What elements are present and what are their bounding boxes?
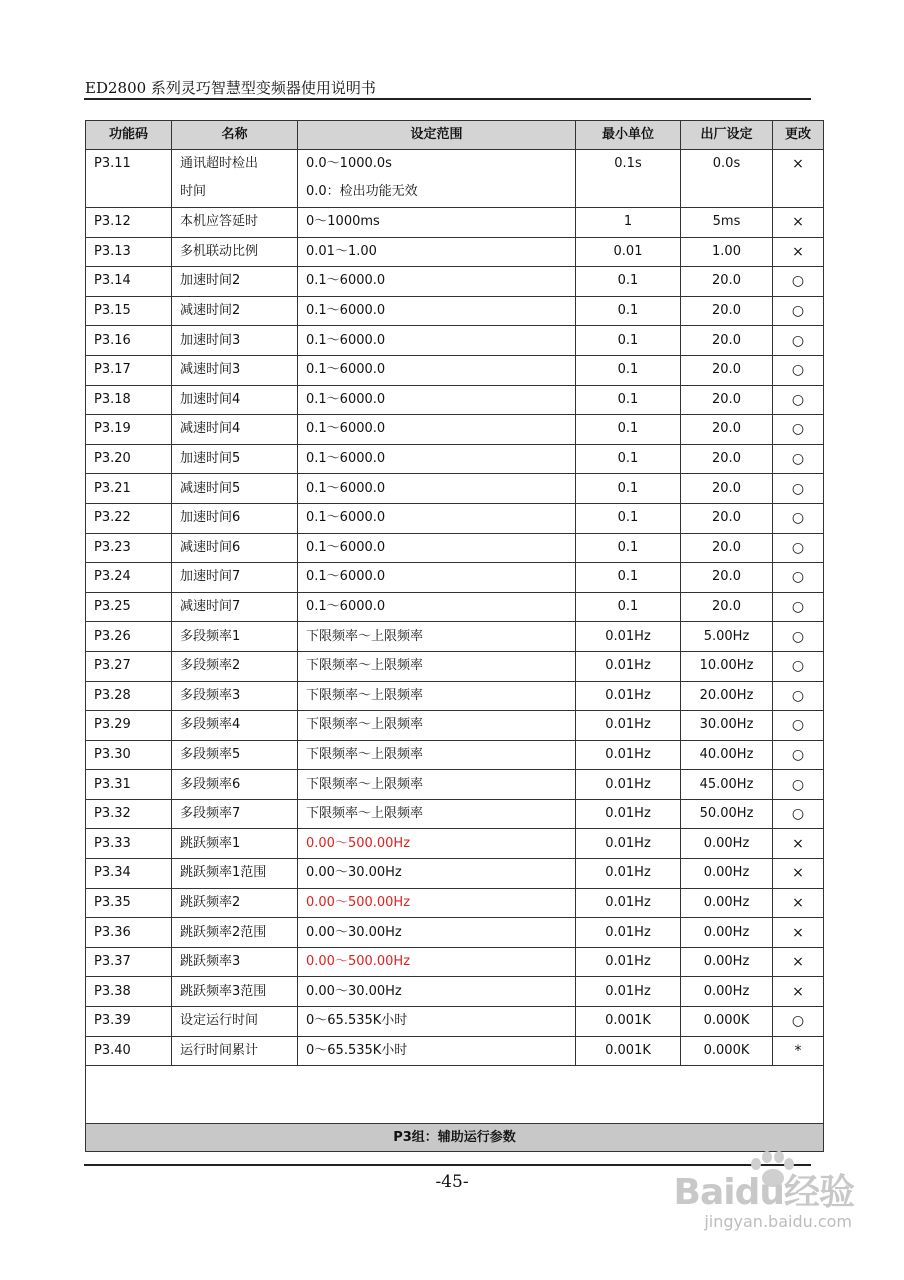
- param-min-unit: 0.01Hz: [576, 829, 681, 859]
- table-row: [86, 415, 824, 445]
- param-min-unit: 0.01Hz: [576, 859, 681, 889]
- param-min-unit: 0.01Hz: [576, 681, 681, 711]
- param-range-line: 0.0～1000.0s: [306, 156, 392, 171]
- param-change-flag: ○: [773, 503, 824, 533]
- table-row: [86, 296, 824, 326]
- param-code: P3.24: [86, 563, 172, 593]
- param-default: 20.0: [681, 444, 773, 474]
- param-range: 下限频率～上限频率: [298, 681, 576, 711]
- param-name: 跳跃频率2: [172, 888, 298, 918]
- param-change-flag: ×: [773, 977, 824, 1007]
- param-default: 20.0: [681, 415, 773, 445]
- column-header-change: 更改: [773, 121, 824, 150]
- param-code: P3.13: [86, 237, 172, 267]
- param-min-unit: 0.01: [576, 237, 681, 267]
- param-name: 跳跃频率3: [172, 947, 298, 977]
- param-range-line: 0.0：检出功能无效: [306, 184, 418, 199]
- param-default: 20.0: [681, 296, 773, 326]
- param-range: 0.1～6000.0: [298, 296, 576, 326]
- param-min-unit: 0.1: [576, 533, 681, 563]
- param-default: 20.0: [681, 385, 773, 415]
- table-row: [86, 355, 824, 385]
- param-code: P3.29: [86, 711, 172, 741]
- param-name: 加速时间3: [172, 326, 298, 356]
- param-code: P3.30: [86, 740, 172, 770]
- param-default: 0.00Hz: [681, 918, 773, 948]
- table-row: [86, 622, 824, 652]
- param-default: 0.00Hz: [681, 859, 773, 889]
- param-min-unit: 0.01Hz: [576, 918, 681, 948]
- param-default: 45.00Hz: [681, 770, 773, 800]
- param-default: 5.00Hz: [681, 622, 773, 652]
- param-min-unit: 0.01Hz: [576, 799, 681, 829]
- param-default: 40.00Hz: [681, 740, 773, 770]
- param-code: P3.28: [86, 681, 172, 711]
- param-default: 0.00Hz: [681, 829, 773, 859]
- watermark-brand: Baidu经验: [673, 1172, 854, 1213]
- header-divider: [84, 98, 811, 100]
- param-default: 50.00Hz: [681, 799, 773, 829]
- param-default: 0.00Hz: [681, 888, 773, 918]
- param-range: 0.1～6000.0: [298, 563, 576, 593]
- param-min-unit: 0.01Hz: [576, 711, 681, 741]
- table-row: [86, 918, 824, 948]
- param-name: 减速时间5: [172, 474, 298, 504]
- param-name-line: 通讯超时检出: [180, 156, 259, 171]
- param-default: 20.0: [681, 326, 773, 356]
- param-code: P3.31: [86, 770, 172, 800]
- param-range: 0.1～6000.0: [298, 503, 576, 533]
- table-row: [86, 592, 824, 622]
- param-name: 多段频率1: [172, 622, 298, 652]
- param-code: P3.25: [86, 592, 172, 622]
- param-change-flag: ×: [773, 888, 824, 918]
- param-name: 跳跃频率2范围: [172, 918, 298, 948]
- param-min-unit: 0.1: [576, 592, 681, 622]
- table-row: [86, 1036, 824, 1066]
- param-code: P3.34: [86, 859, 172, 889]
- param-name: 多段频率3: [172, 681, 298, 711]
- param-range: 下限频率～上限频率: [298, 740, 576, 770]
- param-change-flag: ×: [773, 859, 824, 889]
- param-change-flag: ×: [773, 237, 824, 267]
- column-header-name: 名称: [172, 121, 298, 150]
- param-min-unit: 0.001K: [576, 1007, 681, 1037]
- table-row: [86, 651, 824, 681]
- param-change-flag: ×: [773, 150, 824, 208]
- table-row: [86, 859, 824, 889]
- column-header-range: 设定范围: [298, 121, 576, 150]
- param-code: P3.15: [86, 296, 172, 326]
- param-change-flag: ○: [773, 622, 824, 652]
- param-name: 加速时间7: [172, 563, 298, 593]
- param-default: 0.000K: [681, 1036, 773, 1066]
- param-code: P3.20: [86, 444, 172, 474]
- param-default: 0.00Hz: [681, 947, 773, 977]
- param-name: 多机联动比例: [172, 237, 298, 267]
- param-default: 0.00Hz: [681, 977, 773, 1007]
- param-change-flag: *: [773, 1036, 824, 1066]
- param-min-unit: 1: [576, 208, 681, 238]
- param-range: 0～65.535K小时: [298, 1036, 576, 1066]
- table-row: [86, 711, 824, 741]
- table-row: [86, 385, 824, 415]
- param-min-unit: 0.1: [576, 296, 681, 326]
- param-code: P3.27: [86, 651, 172, 681]
- param-min-unit: 0.1: [576, 474, 681, 504]
- table-row: [86, 267, 824, 297]
- table-row: [86, 770, 824, 800]
- param-name: 加速时间2: [172, 267, 298, 297]
- param-change-flag: ○: [773, 592, 824, 622]
- param-range: 下限频率～上限频率: [298, 711, 576, 741]
- param-default: 5ms: [681, 208, 773, 238]
- param-default: 10.00Hz: [681, 651, 773, 681]
- param-default: 30.00Hz: [681, 711, 773, 741]
- param-default: 20.0: [681, 563, 773, 593]
- param-change-flag: ○: [773, 326, 824, 356]
- column-header-code: 功能码: [86, 121, 172, 150]
- param-min-unit: 0.01Hz: [576, 740, 681, 770]
- table-row: [86, 1007, 824, 1037]
- document-title: ED2800 系列灵巧智慧型变频器使用说明书: [85, 79, 376, 97]
- param-min-unit: 0.001K: [576, 1036, 681, 1066]
- param-name: 本机应答延时: [172, 208, 298, 238]
- param-name: 多段频率2: [172, 651, 298, 681]
- param-default: 0.0s: [681, 150, 773, 208]
- param-min-unit: 0.1: [576, 355, 681, 385]
- param-name: 跳跃频率1: [172, 829, 298, 859]
- param-change-flag: ○: [773, 267, 824, 297]
- param-change-flag: ○: [773, 444, 824, 474]
- param-name: 减速时间7: [172, 592, 298, 622]
- param-range: 0.00～30.00Hz: [298, 977, 576, 1007]
- param-range: 0.1～6000.0: [298, 444, 576, 474]
- param-range: 0.1～6000.0: [298, 474, 576, 504]
- param-code: P3.35: [86, 888, 172, 918]
- param-change-flag: ○: [773, 681, 824, 711]
- param-change-flag: ○: [773, 1007, 824, 1037]
- table-caption: P3组：辅助运行参数: [86, 1124, 824, 1152]
- param-change-flag: ×: [773, 829, 824, 859]
- table-row: [86, 563, 824, 593]
- param-change-flag: ○: [773, 740, 824, 770]
- param-name: 多段频率4: [172, 711, 298, 741]
- param-name: 减速时间4: [172, 415, 298, 445]
- param-name: 加速时间6: [172, 503, 298, 533]
- param-range: 0.1～6000.0: [298, 385, 576, 415]
- param-min-unit: 0.1: [576, 267, 681, 297]
- param-min-unit: 0.01Hz: [576, 947, 681, 977]
- param-name: 多段频率5: [172, 740, 298, 770]
- table-row: [86, 474, 824, 504]
- table-row: [86, 150, 824, 208]
- param-min-unit: 0.01Hz: [576, 770, 681, 800]
- param-change-flag: ○: [773, 474, 824, 504]
- param-change-flag: ○: [773, 799, 824, 829]
- table-row: [86, 829, 824, 859]
- param-code: P3.37: [86, 947, 172, 977]
- param-default: 0.000K: [681, 1007, 773, 1037]
- param-name: 运行时间累计: [172, 1036, 298, 1066]
- table-row: [86, 533, 824, 563]
- param-code: P3.23: [86, 533, 172, 563]
- param-name: 多段频率7: [172, 799, 298, 829]
- param-code: P3.32: [86, 799, 172, 829]
- parameter-table: [85, 120, 824, 1152]
- param-change-flag: ×: [773, 208, 824, 238]
- table-row: [86, 503, 824, 533]
- param-code: P3.14: [86, 267, 172, 297]
- param-code: P3.19: [86, 415, 172, 445]
- param-min-unit: 0.1: [576, 563, 681, 593]
- param-default: 20.0: [681, 267, 773, 297]
- table-row: [86, 888, 824, 918]
- param-default: 20.0: [681, 592, 773, 622]
- param-range: 0.01～1.00: [298, 237, 576, 267]
- table-row: [86, 237, 824, 267]
- column-header-default: 出厂设定: [681, 121, 773, 150]
- param-code: P3.11: [86, 150, 172, 208]
- page-number: -45-: [435, 1172, 469, 1192]
- param-name: 减速时间3: [172, 355, 298, 385]
- param-name-line: 时间: [180, 184, 207, 199]
- param-change-flag: ×: [773, 947, 824, 977]
- param-default: 20.0: [681, 503, 773, 533]
- param-range: 0.1～6000.0: [298, 355, 576, 385]
- param-change-flag: ○: [773, 296, 824, 326]
- param-change-flag: ○: [773, 355, 824, 385]
- param-default: 1.00: [681, 237, 773, 267]
- param-code: P3.12: [86, 208, 172, 238]
- param-min-unit: 0.1: [576, 415, 681, 445]
- param-code: P3.21: [86, 474, 172, 504]
- table-row: [86, 977, 824, 1007]
- param-code: P3.18: [86, 385, 172, 415]
- param-name: 减速时间6: [172, 533, 298, 563]
- table-row: [86, 326, 824, 356]
- param-range: 0.00～30.00Hz: [298, 918, 576, 948]
- column-header-min-unit: 最小单位: [576, 121, 681, 150]
- param-range: 0～1000ms: [298, 208, 576, 238]
- param-change-flag: ×: [773, 918, 824, 948]
- param-min-unit: 0.01Hz: [576, 622, 681, 652]
- param-code: P3.33: [86, 829, 172, 859]
- param-code: P3.40: [86, 1036, 172, 1066]
- param-change-flag: ○: [773, 651, 824, 681]
- param-range: 0.00～30.00Hz: [298, 859, 576, 889]
- param-range: 下限频率～上限频率: [298, 770, 576, 800]
- table-row: [86, 799, 824, 829]
- param-default: 20.0: [681, 355, 773, 385]
- param-range: [298, 150, 576, 208]
- param-change-flag: ○: [773, 563, 824, 593]
- param-range: 下限频率～上限频率: [298, 622, 576, 652]
- table-row: [86, 444, 824, 474]
- watermark: [654, 1150, 854, 1240]
- param-code: P3.22: [86, 503, 172, 533]
- param-range: 0.1～6000.0: [298, 415, 576, 445]
- param-code: P3.16: [86, 326, 172, 356]
- table-row: [86, 681, 824, 711]
- param-change-flag: ○: [773, 415, 824, 445]
- param-range: 0.1～6000.0: [298, 267, 576, 297]
- param-min-unit: 0.01Hz: [576, 651, 681, 681]
- param-name: 加速时间5: [172, 444, 298, 474]
- param-default: 20.00Hz: [681, 681, 773, 711]
- param-range: 0.00～500.00Hz: [298, 888, 576, 918]
- watermark-url: jingyan.baidu.com: [704, 1212, 852, 1231]
- param-range: 0.00～500.00Hz: [298, 947, 576, 977]
- param-range: 0.1～6000.0: [298, 592, 576, 622]
- param-range: 下限频率～上限频率: [298, 651, 576, 681]
- param-default: 20.0: [681, 533, 773, 563]
- param-name: [172, 150, 298, 208]
- param-range: 0.1～6000.0: [298, 326, 576, 356]
- param-code: P3.36: [86, 918, 172, 948]
- table-row: [86, 740, 824, 770]
- param-min-unit: 0.01Hz: [576, 888, 681, 918]
- table-row: [86, 208, 824, 238]
- table-header-row: [86, 121, 824, 150]
- param-code: P3.26: [86, 622, 172, 652]
- param-default: 20.0: [681, 474, 773, 504]
- param-range: 0～65.535K小时: [298, 1007, 576, 1037]
- param-min-unit: 0.01Hz: [576, 977, 681, 1007]
- table-row: [86, 947, 824, 977]
- param-min-unit: 0.1s: [576, 150, 681, 208]
- param-min-unit: 0.1: [576, 503, 681, 533]
- param-name: 跳跃频率1范围: [172, 859, 298, 889]
- blank-row: [86, 1066, 824, 1124]
- param-name: 加速时间4: [172, 385, 298, 415]
- param-code: P3.17: [86, 355, 172, 385]
- param-min-unit: 0.1: [576, 444, 681, 474]
- param-code: P3.38: [86, 977, 172, 1007]
- param-min-unit: 0.1: [576, 326, 681, 356]
- param-range: 0.00～500.00Hz: [298, 829, 576, 859]
- param-change-flag: ○: [773, 533, 824, 563]
- param-code: P3.39: [86, 1007, 172, 1037]
- param-change-flag: ○: [773, 385, 824, 415]
- table-footer-row: [86, 1124, 824, 1152]
- param-name: 设定运行时间: [172, 1007, 298, 1037]
- param-range: 下限频率～上限频率: [298, 799, 576, 829]
- param-name: 多段频率6: [172, 770, 298, 800]
- blank-cell: [86, 1066, 824, 1124]
- param-change-flag: ○: [773, 770, 824, 800]
- param-range: 0.1～6000.0: [298, 533, 576, 563]
- param-name: 跳跃频率3范围: [172, 977, 298, 1007]
- param-min-unit: 0.1: [576, 385, 681, 415]
- param-name: 减速时间2: [172, 296, 298, 326]
- param-change-flag: ○: [773, 711, 824, 741]
